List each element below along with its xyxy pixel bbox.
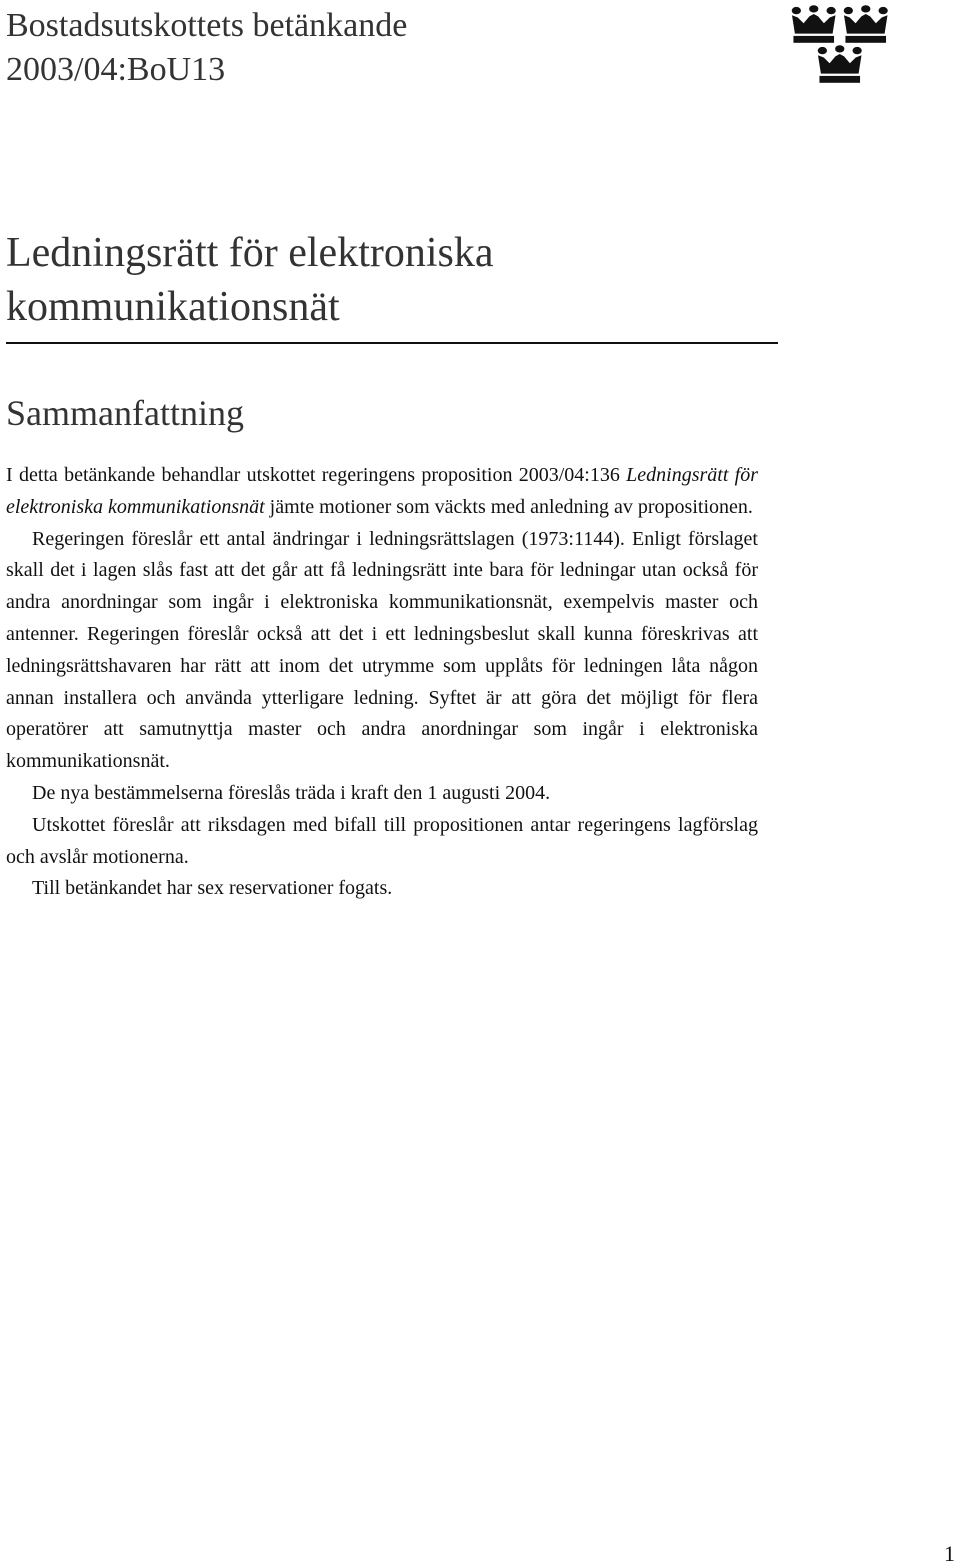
document-title (6, 226, 786, 334)
title-line-1: Ledningsrätt för elektroniska (6, 230, 494, 276)
document-header (6, 4, 706, 92)
summary-body (6, 460, 758, 905)
summary-paragraph-5: Till betänkandet har sex reservationer fogats. (32, 877, 393, 900)
summary-paragraph-1 (6, 460, 758, 524)
proposition-title-italic: Ledningsrätt för elektroniska kommunikationsnät (6, 464, 759, 518)
summary-paragraph-2: Regeringen föreslår ett antal ändringar i ledningsrättslagen (1973:1144). Enligt förslaget skall det i lagen slås fast att det går att få ledningsrätt inte bara för ledningar utan också för andra anordningar som ingår i elektroniska kommunikationsnät, exempelvis master och antenner. Regeringen föreslår också att det i ett ledningsbeslut skall kunna föreskrivas att ledningsrättshavaren har rätt att inom det utrymme som upplåts för ledningen låta någon annan installera och använda ytterligare ledning. Syftet är att göra det möjligt för flera operatörer att samutnyttja master och andra anordningar som ingår i elektroniska kommunikationsnät. (6, 527, 758, 773)
report-id: 2003/04:BoU13 (6, 51, 226, 88)
summary-heading: Sammanfattning (6, 393, 244, 433)
summary-paragraph-4: Utskottet föreslår att riksdagen med bifall till propositionen antar regeringens lagförslag och avslår motionerna. (6, 813, 758, 868)
title-line-2: kommunikationsnät (6, 284, 340, 330)
p1-end-text: jämte motioner som väckts med anledning av propositionen. (264, 495, 753, 518)
summary-paragraph-3: De nya bestämmelserna föreslås träda i kraft den 1 augusti 2004. (32, 781, 551, 804)
title-divider (6, 342, 778, 344)
page-number: 1 (944, 1541, 955, 1566)
p1-start-text: I detta betänkande behandlar utskottet regeringens proposition 2003/04:136 (6, 464, 620, 486)
three-crowns-icon (786, 4, 894, 84)
three-crowns-emblem (786, 4, 894, 84)
committee-name: Bostadsutskottets betänkande (6, 7, 408, 44)
